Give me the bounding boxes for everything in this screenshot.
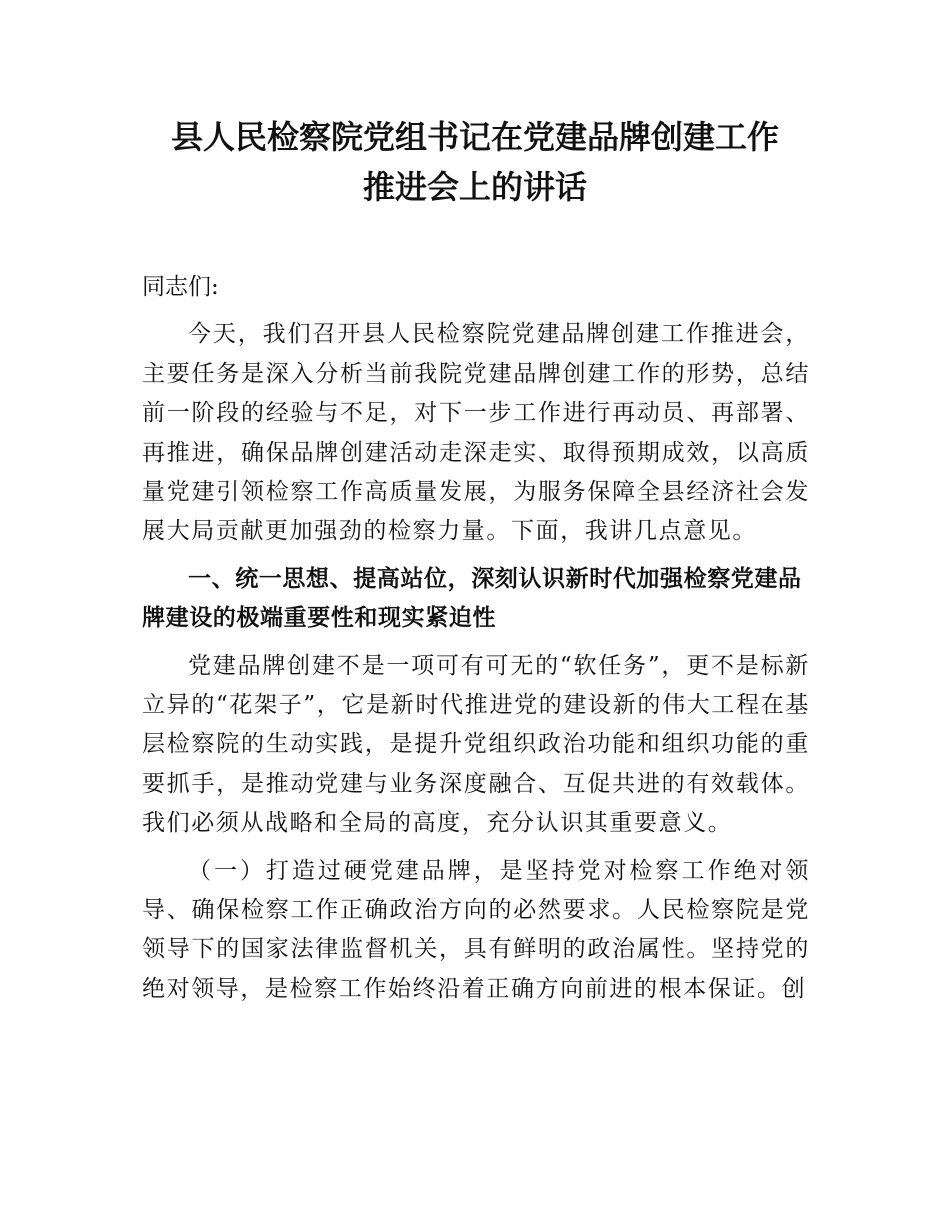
title-line-1: 县人民检察院党组书记在党建品牌创建工作 — [170, 118, 779, 156]
salutation: 同志们: — [142, 274, 219, 300]
document-body — [142, 268, 810, 1017]
section-heading-1: 一、统一思想、提高站位，深刻认识新时代加强检察党建品牌建设的极端重要性和现实紧迫性 — [142, 565, 802, 632]
paragraph-intro: 今天，我们召开县人民检察院党建品牌创建工作推进会，主要任务是深入分析当前我院党建品牌创建工作的形势，总结前一阶段的经验与不足，对下一步工作进行再动员、再部署、再推进，确保品牌创建活动走深走实、取得预期成效，以高质量党建引领检察工作高质量发展，为服务保障全县经济社会发展大局贡献更加强劲的检察力量。下面，我讲几点意见。 — [142, 321, 810, 545]
paragraph-subsection-1: （一）打造过硬党建品牌，是坚持党对检察工作绝对领导、确保检察工作正确政治方向的必然要求。人民检察院是党领导下的国家法律监督机关，具有鲜明的政治属性。坚持党的绝对领导，是检察工作始终沿着正确方向前进的根本保证。创 — [142, 857, 810, 1002]
paragraph-significance: 党建品牌创建不是一项可有可无的“软任务”，更不是标新立异的“花架子”，它是新时代推进党的建设新的伟大工程在基层检察院的生动实践，是提升党组织政治功能和组织功能的重要抓手，是推动党建与业务深度融合、互促共进的有效载体。我们必须从战略和全局的高度，充分认识其重要意义。 — [142, 652, 810, 837]
title-line-2: 推进会上的讲话 — [362, 168, 587, 206]
document-title — [110, 112, 840, 212]
